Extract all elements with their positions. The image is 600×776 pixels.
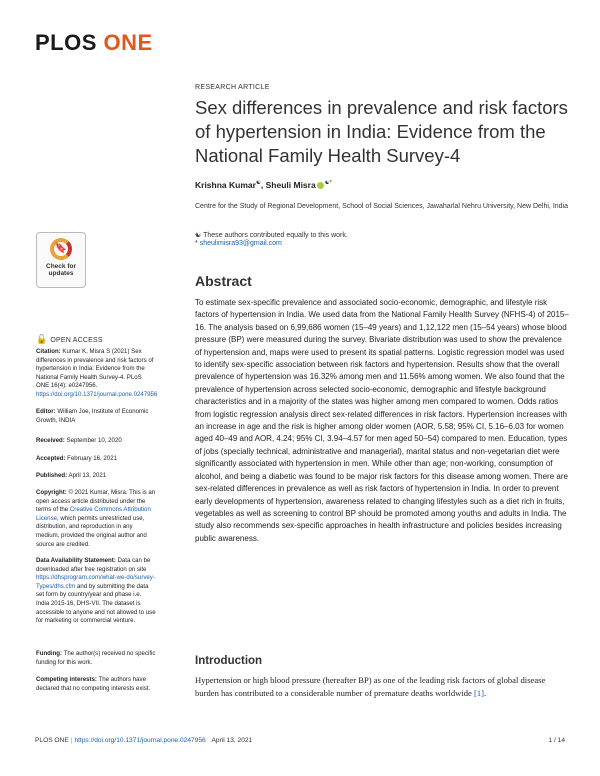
check-for-updates-badge[interactable]: 🔖 Check for updates <box>36 232 86 288</box>
open-access-label: 🔓 OPEN ACCESS <box>36 334 103 344</box>
funding-block: Funding: The author(s) received no specific funding for this work. <box>36 650 156 666</box>
contribution-note: ☯ These authors contributed equally to this work. <box>195 232 348 239</box>
published-date: Published: April 13, 2021 <box>36 472 107 479</box>
affiliation: Centre for the Study of Regional Development, School of Social Sciences, Jawaharlal Nehru University, New Delhi, India <box>195 203 568 210</box>
editor-block: Editor: William Joe, Institute of Economic Growth, INDIA <box>36 408 149 424</box>
author-list: Krishna Kumar☯, Sheuli Misra ☯* <box>195 180 332 190</box>
data-availability-block: Data Availability Statement: Data can be downloaded after free registration on site https://dhsprogram.com/what-we-do/survey-Types/dhs.cfm and by submitting the data set form by country/year and phase i.e. India 2015-16, DHS-VII. The dataset is accessible to anyone and not allowed to use for marketing or commercial venture. <box>36 557 156 625</box>
license-link[interactable]: Creative Commons Attribution License <box>36 506 151 522</box>
data-source-link[interactable]: https://dhsprogram.com/what-we-do/survey-Types/dhs.cfm <box>36 574 155 590</box>
footer-date: April 13, 2021 <box>211 737 253 744</box>
page-footer: PLOS ONE | https://doi.org/10.1371/journal.pone.0247956 April 13, 2021 1 / 14 <box>35 737 565 744</box>
page-number: 1 / 14 <box>548 737 565 744</box>
email-link[interactable]: sheulimisra93@gmail.com <box>199 240 282 247</box>
footer-doi-link[interactable]: https://doi.org/10.1371/journal.pone.0247956 <box>74 737 206 744</box>
article-title: Sex differences in prevalence and risk factors of hypertension in India: Evidence from the National Family Health Survey-4 <box>195 97 568 166</box>
author-name[interactable]: Krishna Kumar <box>195 180 256 190</box>
accepted-date: Accepted: February 16, 2021 <box>36 455 117 462</box>
competing-interests-block: Competing interests: The authors have declared that no competing interests exist. <box>36 676 151 692</box>
reference-link[interactable]: [1] <box>473 688 484 698</box>
citation-block: Citation: Kumar K, Misra S (2021) Sex differences in prevalence and risk factors of hypertension in India: Evidence from the National Family Health Survey-4. PLoS ONE 16(4): e0247956. https://doi.org/10.1371/journal.pone.0247956 <box>36 348 158 398</box>
abstract-text: To estimate sex-specific prevalence and associated socio-economic, demographic, and lifestyle risk factors of hypertension in India. We used data from the National Family Health Survey (NFHS-4) of 2015–16. The analysis based on 6,99,686 women (15–49 years) and 1,12,122 men (15–54 years) whose blood pressure (BP) were measured during the survey. Bivariate distribution was used to show the prevalence of hypertension and, maps were used to present its spatial patterns. Logistic regression model was used to identify sex-specific association between risk factors and hypertension. Results show that the overall prevalence of hypertension was 16.32% among men and 11.56% among women. We also found that the prevalence of hypertension across selected socio-economic, demographic and lifestyle background characteristics and in a majority of the states was higher among men compared to women. Odds ratios from logistic regression analysis direct sex-related differences in risk factors. Hypertension increases with an increase in age and the risk is higher among older women (AOR, 5.58; 95% CI, 5.16–6.03 for women aged 40–49 and AOR, 4.24; 95% CI, 3.94–4.57 for men aged 50–54) compared to men. Education, types of jobs (specially technical, administrative and managerial), marital status and non-vegetarian diet were significantly associated with hypertension in men. While other than age; non-working, consumption of alcohol, and being a diabetic was found to be major risk factors for this disease among women. There are sex-related differences in prevalence as well as risk factors of hypertension in India. In order to prevent early developments of hypertension, awareness related to changing lifestyles such as a diet rich in fruits, vegetables as well as screening to control BP should be promoted among youths and adults in India. The study also recommends sex-specific approaches in health infrastructure and policies besides increasing public awareness. <box>195 298 569 543</box>
introduction-text: Hypertension or high blood pressure (hereafter BP) as one of the leading risk factors of global disease burden has contributed to a considerable number of premature deaths worldwide [1]. <box>195 675 546 698</box>
introduction-heading: Introduction <box>195 655 263 667</box>
article-type: RESEARCH ARTICLE <box>195 84 270 91</box>
citation-doi-link[interactable]: https://doi.org/10.1371/journal.pone.0247956 <box>36 390 158 398</box>
orcid-icon[interactable] <box>317 182 324 189</box>
refresh-icon: 🔖 <box>50 238 72 260</box>
journal-logo: PLOS ONE <box>35 30 153 55</box>
open-lock-icon: 🔓 <box>36 334 48 344</box>
received-date: Received: September 10, 2020 <box>36 437 122 444</box>
abstract-heading: Abstract <box>195 273 252 289</box>
copyright-block: Copyright: © 2021 Kumar, Misra. This is an open access article distributed under the terms of the Creative Commons Attribution License, which permits unrestricted use, distribution, and reproduction in any medium, provided the original author and source are credited. <box>36 489 156 548</box>
corresponding-email: * sheulimisra93@gmail.com <box>195 240 282 247</box>
author-name[interactable]: Sheuli Misra <box>265 180 316 190</box>
footer-journal: PLOS ONE <box>35 737 69 744</box>
